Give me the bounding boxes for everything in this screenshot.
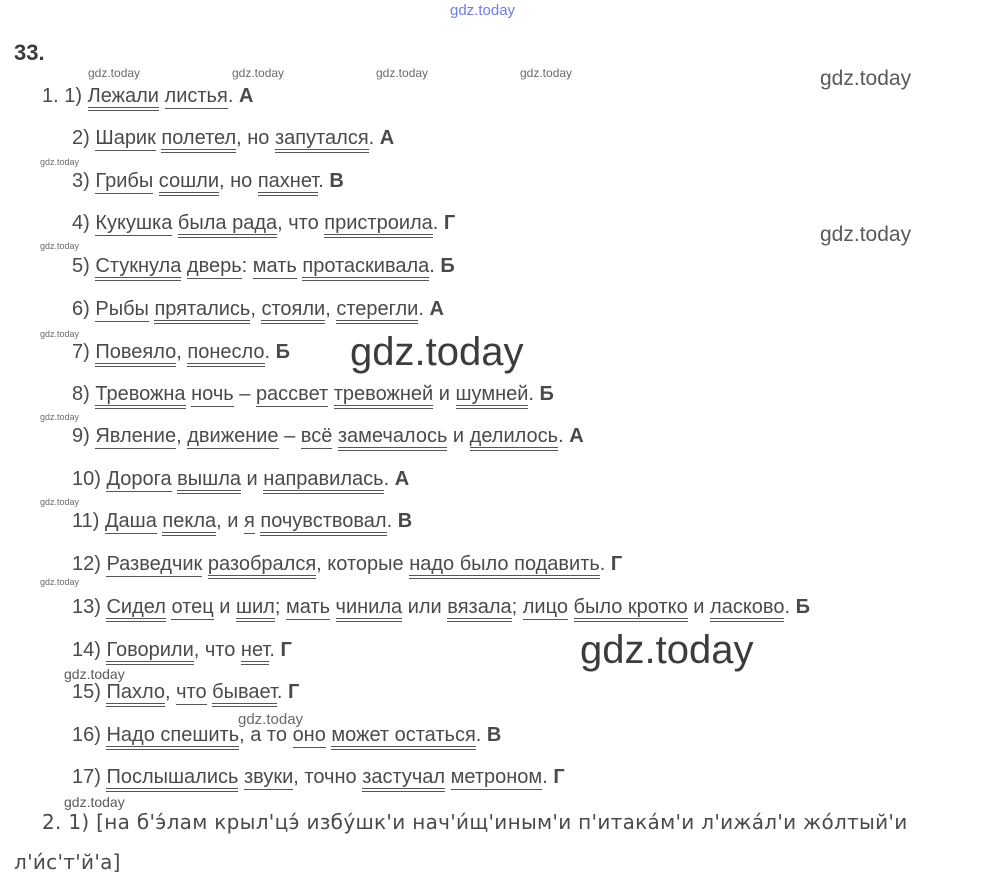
item-number: 5)	[72, 255, 90, 277]
subject: листья	[164, 85, 228, 107]
answer: А	[238, 85, 254, 107]
item-number: 12)	[72, 553, 101, 575]
predicate: вязала	[447, 596, 511, 622]
text: .	[383, 468, 395, 490]
answer: Б	[275, 341, 290, 363]
text	[159, 85, 165, 107]
item-number: 7)	[72, 341, 90, 363]
item-number: 6)	[72, 298, 90, 320]
item-number: 14)	[72, 639, 101, 661]
subject: метроном	[450, 766, 543, 788]
sentence-16	[72, 723, 501, 747]
sentence-2	[72, 126, 394, 150]
subject: что	[176, 681, 207, 703]
answer: В	[397, 510, 413, 532]
watermark: gdz.today	[820, 223, 912, 246]
text: .	[386, 510, 398, 532]
text: и	[241, 468, 264, 490]
predicate: тревожней	[334, 383, 433, 409]
text: .	[264, 341, 276, 363]
text: , которые	[316, 553, 410, 575]
predicate: Послышались	[106, 766, 238, 792]
answer: А	[569, 425, 584, 447]
predicate: Пахло	[106, 681, 165, 707]
top-watermark: gdz.today	[450, 2, 516, 19]
predicate: Лежали	[88, 85, 159, 111]
text: .	[475, 724, 487, 746]
predicate: делилось	[470, 425, 558, 451]
watermark: gdz.today	[350, 330, 524, 374]
text: .	[318, 170, 330, 192]
predicate: надо было подавить	[409, 553, 600, 579]
predicate: Сидел	[106, 596, 165, 622]
watermark: gdz.today	[64, 666, 125, 682]
text: , точно	[293, 766, 363, 788]
text: .	[542, 766, 554, 788]
item-number: 16)	[72, 724, 101, 746]
answer: А	[429, 298, 444, 320]
text: , но	[219, 170, 258, 192]
predicate: сошли	[159, 170, 219, 196]
sentence-1	[42, 84, 253, 108]
text	[330, 596, 336, 618]
answer: Г	[443, 212, 456, 234]
subject: Явление	[95, 425, 177, 447]
subject: лицо	[522, 596, 568, 618]
item-number: 2)	[72, 127, 90, 149]
sentence-11	[72, 509, 412, 533]
watermark: gdz.today	[88, 66, 141, 80]
predicate: шумней	[456, 383, 529, 409]
transcription-line-2	[14, 850, 121, 874]
watermark: gdz.today	[40, 157, 80, 167]
predicate: нет	[241, 639, 269, 665]
watermark: gdz.today	[40, 497, 80, 507]
subject: я	[243, 510, 255, 532]
predicate: протаскивала	[302, 255, 429, 281]
sentence-13	[72, 595, 810, 619]
watermark: gdz.today	[238, 711, 304, 728]
text: .	[418, 298, 430, 320]
subject: Грибы	[95, 170, 154, 192]
watermark: gdz.today	[520, 66, 573, 80]
item-number: 1)	[64, 85, 83, 107]
text: .	[432, 212, 444, 234]
text: –	[278, 425, 301, 447]
watermark: gdz.today	[232, 66, 285, 80]
watermark: gdz.today	[40, 577, 80, 587]
subject: звуки	[244, 766, 294, 788]
watermark: gdz.today	[376, 66, 429, 80]
text: .	[429, 255, 441, 277]
text: ;	[511, 596, 523, 618]
watermark: gdz.today	[64, 794, 125, 810]
predicate: стояли	[261, 298, 325, 324]
predicate: разобрался	[208, 553, 316, 579]
predicate: пекла	[162, 510, 216, 536]
text: и	[433, 383, 456, 405]
predicate: пахнет	[258, 170, 318, 196]
text: .	[227, 85, 239, 107]
text: , а то	[239, 724, 293, 746]
watermark: gdz.today	[580, 628, 754, 672]
watermark: gdz.today	[40, 241, 80, 251]
predicate: направилась	[263, 468, 383, 494]
predicate: понесло	[187, 341, 264, 367]
text: , но	[236, 127, 275, 149]
subject: мать	[252, 255, 297, 277]
text	[445, 766, 451, 788]
predicate: почувствовал	[260, 510, 386, 536]
subject: мать	[285, 596, 330, 618]
text: ,	[250, 298, 262, 320]
subject: оно	[292, 724, 326, 746]
sentence-12	[72, 552, 622, 576]
subject: Кукушка	[95, 212, 173, 234]
subject: рассвет	[255, 383, 329, 405]
sentence-3	[72, 169, 344, 193]
watermark: gdz.today	[40, 329, 80, 339]
answer: В	[329, 170, 344, 192]
section-label: 1.	[42, 85, 59, 107]
predicate: застучал	[362, 766, 445, 792]
subject: Разведчик	[106, 553, 203, 575]
sentence-10	[72, 467, 409, 491]
text: и	[447, 425, 470, 447]
text: ,	[164, 681, 177, 703]
sentence-5	[72, 254, 455, 278]
sentence-4	[72, 211, 455, 235]
text: .	[276, 681, 289, 703]
transcription-line-1	[42, 810, 908, 834]
predicate: Стукнула	[95, 255, 181, 281]
text: .	[599, 553, 611, 575]
answer: Б	[440, 255, 455, 277]
text: и	[687, 596, 711, 618]
section-label: 2.	[42, 810, 62, 834]
text: .	[368, 127, 380, 149]
predicate: было кротко	[574, 596, 688, 622]
item-number: 8)	[72, 383, 90, 405]
predicate: бывает	[212, 681, 277, 707]
text	[328, 383, 334, 405]
text: .	[528, 383, 540, 405]
sentence-8	[72, 382, 554, 406]
predicate: прятались	[154, 298, 250, 324]
text: ,	[176, 425, 188, 447]
predicate: Повеяло	[95, 341, 176, 367]
watermark: gdz.today	[40, 412, 80, 422]
answer: Г	[610, 553, 623, 575]
answer: Г	[280, 639, 292, 661]
item-number: 9)	[72, 425, 90, 447]
text: .	[784, 596, 796, 618]
sentence-17	[72, 765, 565, 789]
item-number: 1)	[68, 810, 90, 834]
subject: отец	[171, 596, 214, 618]
predicate: Говорили	[106, 639, 193, 665]
subject: Шарик	[95, 127, 156, 149]
item-number: 4)	[72, 212, 90, 234]
text: :	[241, 255, 253, 277]
text: ;	[274, 596, 286, 618]
answer: В	[486, 724, 502, 746]
item-number: 3)	[72, 170, 90, 192]
subject: Даша	[104, 510, 157, 532]
text: и	[213, 596, 236, 618]
subject: Рыбы	[95, 298, 149, 320]
predicate: шил	[236, 596, 275, 622]
text: или	[402, 596, 448, 618]
item-number: 17)	[72, 766, 101, 788]
predicate: замечалось	[338, 425, 447, 451]
predicate: ласково	[710, 596, 784, 622]
item-number: 15)	[72, 681, 101, 703]
answer: А	[394, 468, 410, 490]
answer: Г	[553, 766, 565, 788]
predicate: запутался	[275, 127, 369, 153]
item-number: 13)	[72, 596, 101, 618]
answer: Б	[539, 383, 554, 405]
text: –	[233, 383, 256, 405]
predicate: вышла	[177, 468, 241, 494]
text: , что	[193, 639, 241, 661]
watermark: gdz.today	[820, 67, 912, 90]
predicate: Надо спешить	[106, 724, 239, 750]
subject: ночь	[191, 383, 234, 405]
answer: Б	[795, 596, 810, 618]
predicate: Тревожна	[95, 383, 185, 409]
text: .	[558, 425, 570, 447]
text: , и	[216, 510, 244, 532]
text: .	[269, 639, 281, 661]
predicate: чинила	[336, 596, 403, 622]
predicate: стерегли	[336, 298, 418, 324]
sentence-6	[72, 297, 444, 321]
transcription-text: [на б'э́лам крыл'цэ́ избу́шк'и нач'и́щ'иным'и п'итака́м'и л'ижа́л'и жо́лтый'и	[96, 810, 908, 834]
text	[153, 170, 159, 192]
subject: дверь	[186, 255, 242, 277]
text	[568, 596, 574, 618]
answer: Г	[288, 681, 300, 703]
transcription-text: л'и́с'т'й'а]	[14, 850, 121, 874]
predicate: пристроила	[324, 212, 433, 238]
item-number: 11)	[72, 510, 100, 532]
predicate: может остаться	[331, 724, 475, 750]
task-number: 33.	[14, 40, 45, 65]
predicate: была рада	[178, 212, 277, 238]
predicate: полетел	[161, 127, 236, 153]
text: ,	[176, 341, 188, 363]
subject: Дорога	[106, 468, 172, 490]
sentence-15	[72, 680, 299, 704]
sentence-14	[72, 638, 292, 662]
answer: А	[379, 127, 395, 149]
subject: движение	[187, 425, 279, 447]
sentence-7	[72, 340, 290, 364]
sentence-9	[72, 424, 584, 448]
item-number: 10)	[72, 468, 101, 490]
text: , что	[277, 212, 325, 234]
text: ,	[325, 298, 337, 320]
subject: всё	[300, 425, 333, 447]
